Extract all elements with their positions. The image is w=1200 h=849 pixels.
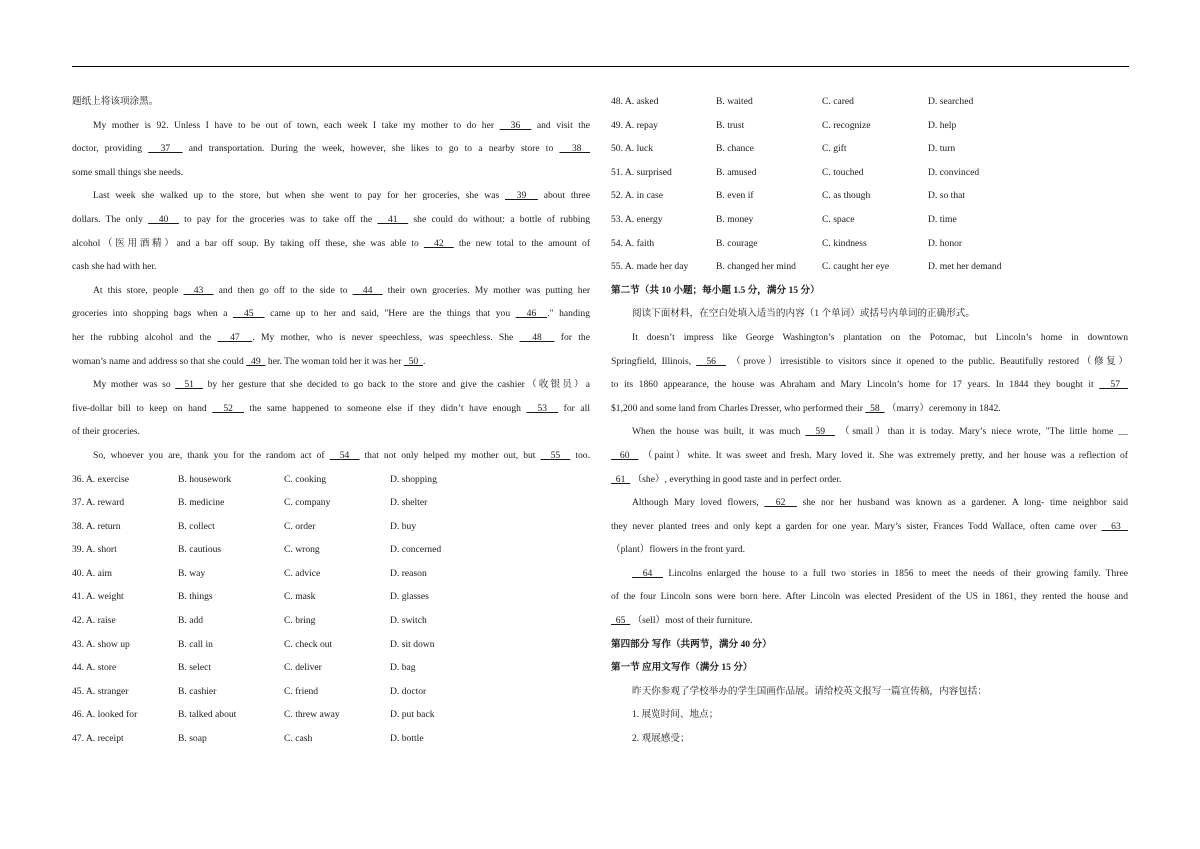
answer-blank: 60 [611, 449, 639, 461]
text-line: My mother was so 51 by her gesture that she decided to go back to the store and give the cashier（收银员）a [93, 379, 590, 391]
option-choice: D. glasses [390, 591, 429, 603]
text-line: groceries into shopping bags when a 45 came up to her and said, "Here are the things that you 46 ." handing [72, 308, 590, 320]
option-row [72, 656, 590, 680]
option-choice: 37. A. reward [72, 497, 125, 509]
option-choice: C. bring [284, 615, 316, 627]
option-choice: D. help [928, 119, 957, 131]
option-choice: B. waited [716, 96, 753, 107]
option-choice: B. amused [716, 166, 757, 178]
option-choice: D. shelter [390, 497, 428, 509]
option-choice: D. searched [928, 96, 974, 107]
option-choice: D. convinced [928, 166, 980, 178]
answer-blank: 62 [764, 497, 797, 509]
option-choice: C. wrong [284, 544, 320, 556]
option-choice: D. bottle [390, 733, 424, 745]
option-choice: 39. A. short [72, 544, 117, 556]
answer-blank: 56 [696, 355, 727, 367]
option-row [72, 680, 590, 704]
option-row [611, 137, 1128, 161]
answer-blank: 40 [148, 213, 179, 225]
option-row [611, 232, 1128, 256]
option-row [72, 633, 590, 657]
option-choice: 41. A. weight [72, 591, 124, 603]
option-row [611, 184, 1128, 208]
option-choice: C. cared [822, 96, 854, 107]
answer-blank: 50 [403, 355, 423, 367]
option-row [611, 208, 1128, 232]
text-line: alcohol（医用酒精）and a bar off soup. By taking off these, she was able to 42 the new total to the amount of [72, 237, 590, 249]
option-choice: 50. A. luck [611, 143, 654, 155]
text-line: dollars. The only 40 to pay for the groceries was to take off the 41 she could do without: a bottle of rubbing [72, 213, 590, 225]
option-choice: C. friend [284, 685, 319, 697]
answer-blank: 65 [611, 615, 631, 627]
option-choice: D. switch [390, 615, 427, 627]
option-choice: C. order [284, 520, 316, 532]
option-choice: C. cooking [284, 473, 327, 485]
answer-blank: 57 [1099, 379, 1128, 391]
text-line: woman’s name and address so that she could 49 her. The woman told her it was her 50 . [72, 355, 426, 367]
option-choice: D. so that [928, 190, 966, 202]
answer-blank: 55 [540, 449, 571, 461]
option-choice: 52. A. in case [611, 190, 663, 202]
text-line: of the four Lincoln sons were born here. After Lincoln was elected President of the US in 1861, they rented the house and [611, 591, 1128, 603]
option-choice: D. buy [390, 520, 417, 532]
answer-blank: 54 [329, 449, 360, 461]
text-line: Although Mary loved flowers, 62 she nor her husband was known as a gardener. A long- time neighbor said [632, 497, 1128, 509]
option-choice: C. caught her eye [822, 261, 890, 273]
option-choice: D. shopping [390, 473, 437, 485]
answer-blank: 48 [519, 331, 555, 343]
option-choice: B. courage [716, 237, 758, 249]
option-choice: D. bag [390, 662, 416, 674]
option-choice: B. money [716, 213, 754, 225]
option-row [72, 703, 590, 727]
text-line: 65 （sell）most of their furniture. [611, 615, 753, 627]
option-choice: 38. A. return [72, 520, 121, 532]
answer-blank: 52 [212, 402, 244, 414]
option-choice: D. put back [390, 709, 435, 721]
answer-blank: 61 [611, 473, 631, 485]
option-choice: D. reason [390, 567, 427, 579]
option-choice: B. cautious [178, 544, 222, 556]
option-choice: B. things [178, 591, 213, 603]
option-choice: B. add [178, 615, 204, 627]
left-column [72, 90, 590, 751]
option-choice: 54. A. faith [611, 237, 655, 249]
option-choice: 47. A. receipt [72, 733, 124, 745]
section-heading: 第二节（共 10 小题；每小题 1.5 分，满分 15 分） [611, 284, 820, 296]
section-heading: 第一节 应用文写作（满分 15 分） [611, 662, 753, 674]
option-choice: C. check out [284, 638, 333, 650]
text-line: Springfield, Illinois, 56 （prove）irresistible to visitors since it opened to the public. Beautifully restored（修复） [611, 355, 1128, 367]
option-choice: D. honor [928, 237, 963, 249]
option-choice: C. kindness [822, 237, 867, 249]
option-choice: B. collect [178, 520, 215, 532]
option-choice: C. space [822, 213, 855, 225]
answer-blank: 64 [632, 567, 664, 579]
option-choice: 46. A. looked for [72, 709, 138, 721]
option-choice: D. concerned [390, 544, 442, 556]
option-choice: 40. A. aim [72, 567, 112, 579]
text-line: 1. 展览时间、地点； [632, 709, 719, 721]
text-line: It doesn’t impress like George Washington’s plantation on the Potomac, but Lincoln’s home in downtown [632, 331, 1128, 343]
option-row [72, 538, 590, 562]
option-choice: D. met her demand [928, 261, 1002, 273]
option-choice: C. company [284, 497, 331, 509]
option-choice: 49. A. repay [611, 119, 658, 131]
option-choice: 42. A. raise [72, 615, 116, 627]
answer-blank: 39 [505, 190, 538, 202]
answer-blank: 45 [232, 308, 265, 320]
option-choice: B. way [178, 567, 206, 579]
answer-blank: 53 [526, 402, 559, 414]
option-choice: B. trust [716, 119, 745, 131]
option-choice: B. select [178, 662, 212, 674]
option-choice: C. advice [284, 567, 321, 579]
section-heading: 第四部分 写作（共两节，满分 40 分） [611, 638, 772, 650]
option-row [611, 114, 1128, 138]
text-line: some small things she needs. [72, 166, 184, 178]
option-row [72, 585, 590, 609]
option-row [72, 727, 590, 751]
answer-blank: 51 [175, 379, 204, 391]
text-line: 题纸上将该项涂黑。 [72, 96, 159, 107]
option-choice: 45. A. stranger [72, 685, 129, 697]
answer-blank: 41 [377, 213, 409, 225]
option-choice: B. changed her mind [716, 261, 796, 273]
option-choice: C. touched [822, 166, 864, 178]
option-choice: 53. A. energy [611, 213, 663, 225]
option-choice: C. as though [822, 190, 871, 202]
text-line: So, whoever you are, thank you for the random act of 54 that not only helped my mother out, but 55 too. [93, 449, 590, 461]
option-choice: C. gift [822, 143, 847, 155]
option-choice: C. threw away [284, 709, 340, 721]
text-line: doctor, providing 37 and transportation. During the week, however, she likes to go to a nearby store to 38 [72, 143, 590, 155]
answer-blank: 49 [246, 355, 266, 367]
text-line: five-dollar bill to keep on hand 52 the same happened to someone else if they didn’t have enough 53 for all [72, 402, 590, 414]
text-line: 昨天你参观了学校举办的学生国画作品展。请给校英文报写一篇宣传稿，内容包括： [632, 685, 987, 697]
option-row [72, 468, 590, 492]
option-choice: B. chance [716, 143, 754, 155]
text-line: to its 1860 appearance, the house was Abraham and Mary Lincoln’s home for 17 years. In 1844 they bought it 57 [611, 379, 1128, 391]
answer-blank: 38 [559, 143, 590, 155]
option-choice: B. call in [178, 638, 213, 650]
answer-blank: 47 [217, 331, 253, 343]
option-choice: C. recognize [822, 119, 871, 131]
answer-blank: 59 [805, 426, 836, 438]
option-choice: 36. A. exercise [72, 473, 130, 485]
text-line: 2. 观展感受； [632, 733, 690, 745]
text-line: Last week she walked up to the store, but when she went to pay for her groceries, she was 39 about three [93, 190, 590, 202]
option-choice: C. cash [284, 733, 313, 745]
text-line: cash she had with her. [72, 261, 157, 273]
answer-blank: 43 [183, 284, 214, 296]
text-line: $1,200 and some land from Charles Dresser, who performed their 58 （marry）ceremony in 1842. [611, 402, 1001, 414]
option-row [72, 609, 590, 633]
text-line: of their groceries. [72, 426, 140, 438]
option-row [611, 255, 1128, 279]
option-choice: B. talked about [178, 709, 237, 721]
option-row [72, 491, 590, 515]
option-row [72, 515, 590, 539]
answer-blank: 37 [148, 143, 183, 155]
option-choice: C. mask [284, 591, 316, 603]
text-line: her the rubbing alcohol and the 47 . My mother, who is never speechless, was speechless. She 48 for the [72, 331, 590, 343]
text-line: 61 （she）, everything in good taste and in perfect order. [611, 473, 842, 485]
answer-blank: 44 [352, 284, 383, 296]
option-choice: C. deliver [284, 662, 322, 674]
header-rule [72, 66, 1129, 67]
option-choice: D. turn [928, 143, 956, 155]
text-line: 阅读下面材料，在空白处填入适当的内容（1 个单词）或括号内单词的正确形式。 [632, 308, 975, 320]
option-row [611, 90, 1128, 114]
answer-blank: 58 [865, 402, 885, 414]
option-row [611, 161, 1128, 185]
option-choice: 55. A. made her day [611, 261, 689, 273]
option-row [72, 562, 590, 586]
option-choice: 44. A. store [72, 662, 117, 674]
option-choice: B. cashier [178, 685, 217, 697]
option-choice: D. sit down [390, 638, 435, 650]
text-line: My mother is 92. Unless I have to be out of town, each week I take my mother to do her 36 and visit the [93, 119, 590, 131]
text-line: When the house was built, it was much 59 （small）than it is today. Mary’s niece wrote, "The little home __ [632, 426, 1128, 438]
answer-blank: 63 [1101, 520, 1128, 532]
answer-blank: 42 [423, 237, 454, 249]
answer-blank: 46 [515, 308, 548, 320]
text-line: they never planted trees and only kept a garden for one year. Mary’s sister, Frances Todd Wallace, often came over 63 [611, 520, 1128, 532]
text-line: 64 Lincolns enlarged the house to a full two stories in 1856 to meet the needs of their growing family. Three [632, 567, 1128, 579]
text-line: 60 （paint）white. It was sweet and fresh. Mary loved it. She was extremely pretty, and her house was a reflection of [611, 449, 1128, 461]
right-column [611, 90, 1128, 751]
option-choice: 43. A. show up [72, 638, 130, 650]
option-choice: 51. A. surprised [611, 166, 672, 178]
answer-blank: 36 [499, 119, 532, 131]
option-choice: B. soap [178, 733, 207, 745]
option-choice: B. even if [716, 190, 754, 202]
text-line: （plant）flowers in the front yard. [611, 544, 746, 556]
option-choice: B. housework [178, 473, 232, 485]
option-choice: D. doctor [390, 685, 427, 697]
text-line: At this store, people 43 and then go off to the side to 44 their own groceries. My mother was putting her [93, 284, 590, 296]
option-choice: 48. A. asked [611, 96, 659, 107]
option-choice: B. medicine [178, 497, 225, 509]
option-choice: D. time [928, 213, 957, 225]
